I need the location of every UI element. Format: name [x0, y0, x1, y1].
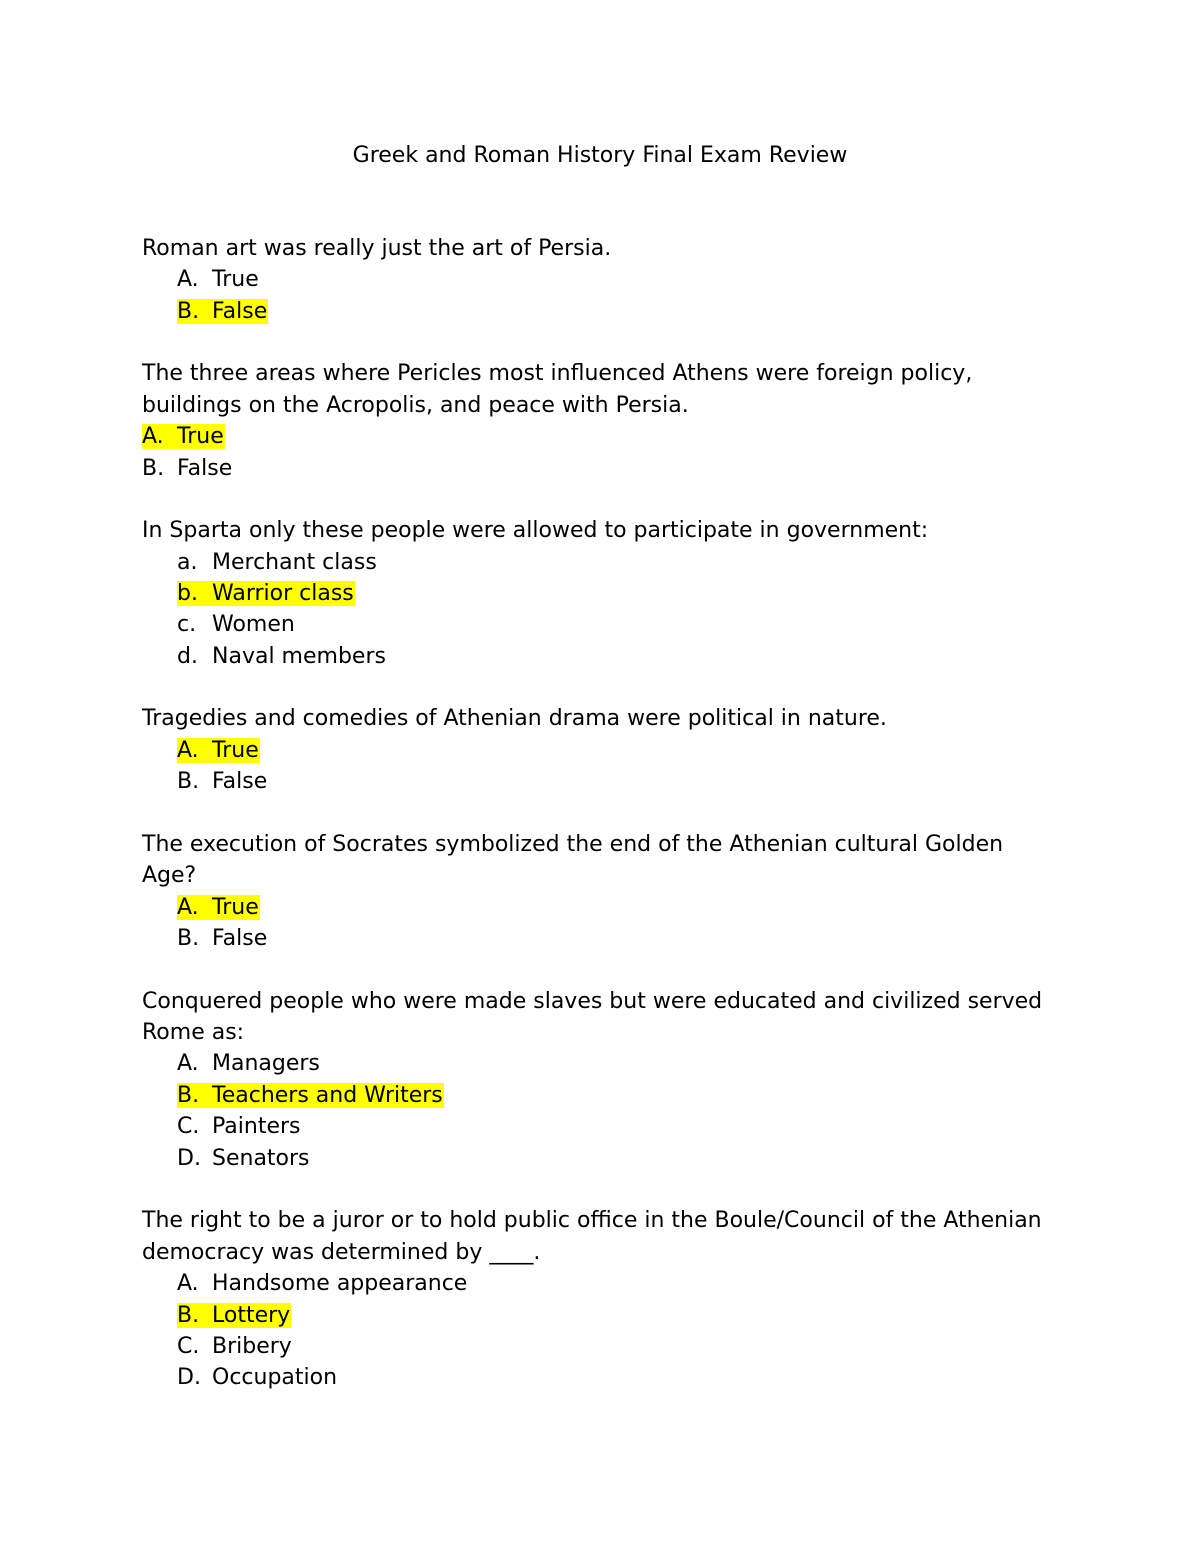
option-marker: A. — [142, 424, 164, 450]
answer-options — [142, 892, 1062, 955]
option-text: False — [212, 769, 268, 795]
highlight — [177, 581, 355, 606]
option-marker: D. — [177, 1365, 201, 1391]
option-marker: A. — [177, 1271, 199, 1297]
option-marker: C. — [177, 1333, 200, 1359]
question-text: Conquered people who were made slaves but were educated and civilized served Rome as: — [142, 988, 1043, 1046]
option-text: True — [212, 737, 259, 763]
highlight — [177, 1083, 444, 1108]
option-marker: B. — [177, 926, 200, 952]
highlight — [177, 738, 260, 763]
option-text: True — [212, 894, 259, 920]
answer-option-correct — [142, 1080, 1062, 1111]
option-marker: b. — [177, 581, 198, 607]
highlight — [177, 299, 268, 324]
option-text: True — [212, 267, 259, 293]
highlight — [177, 895, 260, 920]
option-text: Women — [212, 612, 295, 638]
answer-option — [142, 547, 1062, 578]
document-title: Greek and Roman History Final Exam Review — [352, 143, 848, 168]
option-text: Managers — [212, 1051, 320, 1077]
question-text: Roman art was really just the art of Persia. — [142, 236, 612, 261]
option-text: Handsome appearance — [212, 1271, 468, 1297]
answer-option — [142, 609, 1062, 640]
option-marker: B. — [142, 455, 165, 481]
answer-option-correct — [142, 578, 1062, 609]
question-4 — [142, 703, 1062, 797]
option-text: Bribery — [212, 1333, 292, 1359]
option-marker: B. — [177, 769, 200, 795]
question-1 — [142, 233, 1062, 327]
answer-option — [142, 453, 1062, 484]
option-text: Teachers and Writers — [212, 1082, 443, 1108]
highlight — [177, 1303, 291, 1328]
option-text: Lottery — [212, 1302, 291, 1328]
question-6 — [142, 986, 1062, 1174]
answer-option — [142, 264, 1062, 295]
question-3 — [142, 515, 1062, 672]
answer-option — [142, 1048, 1062, 1079]
option-text: Naval members — [212, 643, 386, 669]
option-marker: c. — [177, 612, 197, 638]
answer-option-correct — [142, 296, 1062, 327]
answer-option-correct — [142, 421, 1062, 452]
option-marker: A. — [177, 737, 199, 763]
answer-options — [142, 735, 1062, 798]
question-5 — [142, 829, 1062, 955]
highlight — [142, 424, 225, 449]
option-marker: B. — [177, 298, 200, 324]
option-marker: d. — [177, 643, 198, 669]
question-2 — [142, 358, 1062, 484]
option-text: Warrior class — [212, 581, 354, 607]
answer-option — [142, 1362, 1062, 1393]
option-marker: A. — [177, 894, 199, 920]
answer-option-correct — [142, 892, 1062, 923]
answer-options — [142, 264, 1062, 327]
question-text: The right to be a juror or to hold public office in the Boule/Council of the Athenian democracy was determined by ____. — [142, 1208, 1042, 1265]
option-marker: D. — [177, 1145, 201, 1171]
answer-option-correct — [142, 1300, 1062, 1331]
question-list — [142, 233, 1062, 1425]
option-marker: A. — [177, 267, 199, 293]
question-7 — [142, 1205, 1062, 1393]
option-marker: B. — [177, 1302, 200, 1328]
question-text: The execution of Socrates symbolized the end of the Athenian cultural Golden Age? — [142, 831, 1004, 889]
answer-option — [142, 1143, 1062, 1174]
option-text: Merchant class — [212, 549, 377, 575]
answer-options — [142, 1268, 1062, 1394]
answer-option — [142, 1331, 1062, 1362]
option-text: False — [177, 455, 233, 481]
option-marker: a. — [177, 549, 198, 575]
answer-options — [142, 1048, 1062, 1174]
option-text: Painters — [212, 1114, 301, 1140]
question-text: In Sparta only these people were allowed to participate in government: — [142, 518, 929, 544]
option-text: False — [212, 298, 268, 324]
option-marker: A. — [177, 1051, 199, 1077]
answer-options — [142, 421, 1062, 484]
option-text: True — [177, 424, 224, 450]
option-marker: B. — [177, 1082, 200, 1108]
answer-option — [142, 766, 1062, 797]
answer-option — [142, 1111, 1062, 1142]
answer-option — [142, 1268, 1062, 1299]
question-text: The three areas where Pericles most influenced Athens were foreign policy, buildings on the Acropolis, and peace with Persia. — [142, 361, 973, 418]
answer-option — [142, 641, 1062, 672]
option-text: Occupation — [212, 1365, 338, 1391]
answer-option — [142, 923, 1062, 954]
answer-option-correct — [142, 735, 1062, 766]
option-text: Senators — [212, 1145, 310, 1171]
option-text: False — [212, 926, 268, 952]
answer-options — [142, 547, 1062, 673]
option-marker: C. — [177, 1114, 200, 1140]
question-text: Tragedies and comedies of Athenian drama were political in nature. — [142, 706, 887, 732]
